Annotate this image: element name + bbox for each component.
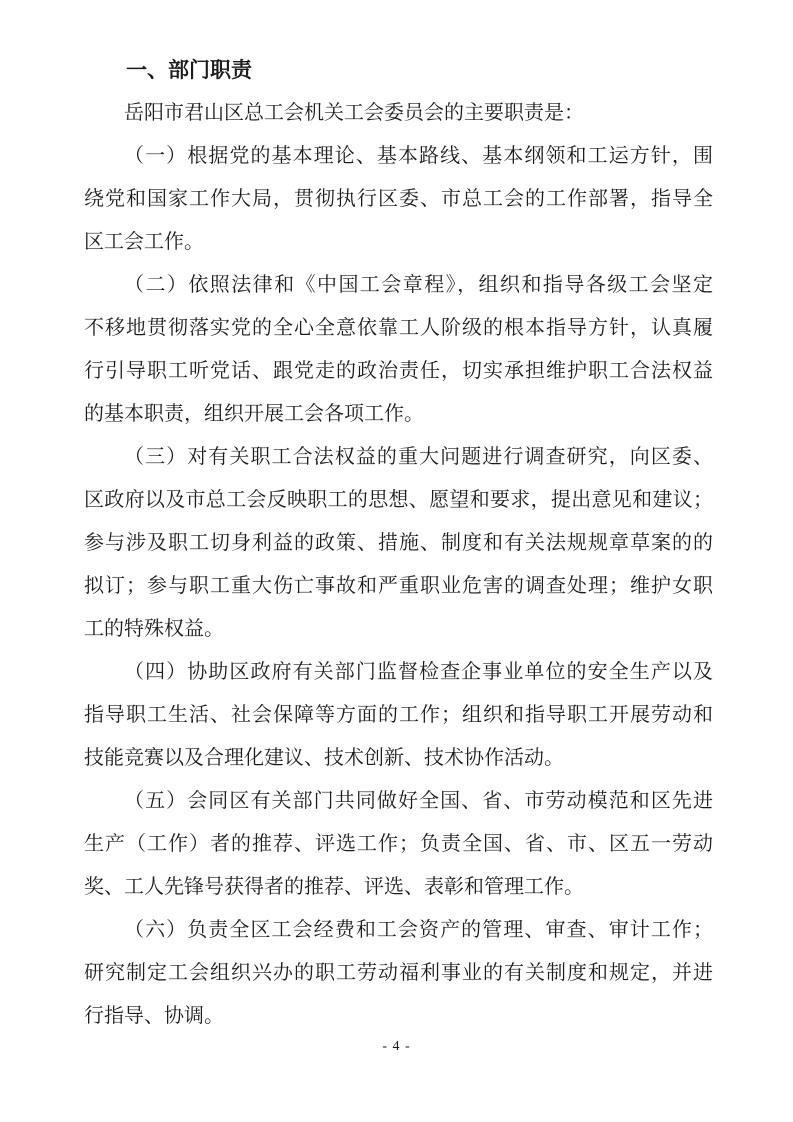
text-line: （五）会同区有关部门共同做好全国、省、市劳动模范和区先进 — [124, 790, 713, 812]
paragraph-1 — [84, 135, 713, 264]
text-line: 奖、工人先锋号获得者的推荐、评选、表彰和管理工作。 — [84, 876, 584, 898]
document-content — [84, 49, 713, 1038]
text-line: 的基本职责，组织开展工会各项工作。 — [84, 403, 424, 425]
text-line: （六）负责全区工会经费和工会资产的管理、审查、审计工作； — [124, 919, 713, 941]
paragraph-2 — [84, 264, 713, 436]
text-line: （二）依照法律和《中国工会章程》，组织和指导各级工会坚定 — [124, 274, 713, 296]
text-line: 行指导、协调。 — [84, 1005, 224, 1027]
text-line: 区政府以及市总工会反映职工的思想、愿望和要求，提出意见和建议； — [84, 489, 713, 511]
paragraph-6 — [84, 909, 713, 1038]
text-line: （三）对有关职工合法权益的重大问题进行调查研究，向区委、 — [124, 446, 713, 468]
page-number: - 4 - — [382, 1039, 411, 1054]
paragraph-5 — [84, 780, 713, 909]
text-line: 生产（工作）者的推荐、评选工作；负责全国、省、市、区五一劳动 — [84, 833, 713, 855]
text-line: （四）协助区政府有关部门监督检查企事业单位的安全生产以及 — [124, 661, 713, 683]
text-line: （一）根据党的基本理论、基本路线、基本纲领和工运方针，围 — [124, 145, 713, 167]
paragraph-3 — [84, 436, 713, 651]
paragraph-4 — [84, 651, 713, 780]
text-line: 行引导职工听党话、跟党走的政治责任，切实承担维护职工合法权益 — [84, 360, 713, 382]
text-line: 不移地贯彻落实党的全心全意依靠工人阶级的根本指导方针，认真履 — [84, 317, 713, 339]
section-heading: 一、部门职责 — [126, 59, 252, 82]
text-line: 参与涉及职工切身利益的政策、措施、制度和有关法规规章草案的的 — [84, 532, 713, 554]
text-line: 拟订；参与职工重大伤亡事故和严重职业危害的调查处理；维护女职 — [84, 575, 713, 597]
text-line: 岳阳市君山区总工会机关工会委员会的主要职责是： — [124, 102, 584, 124]
text-line: 工的特殊权益。 — [84, 618, 224, 640]
text-line: 研究制定工会组织兴办的职工劳动福利事业的有关制度和规定，并进 — [84, 962, 713, 984]
text-line: 区工会工作。 — [84, 231, 204, 253]
text-line: 指导职工生活、社会保障等方面的工作；组织和指导职工开展劳动和 — [84, 704, 713, 726]
text-line: 技能竞赛以及合理化建议、技术创新、技术协作活动。 — [84, 747, 564, 769]
text-line: 绕党和国家工作大局，贯彻执行区委、市总工会的工作部署，指导全 — [84, 188, 713, 210]
intro-paragraph — [84, 92, 713, 135]
